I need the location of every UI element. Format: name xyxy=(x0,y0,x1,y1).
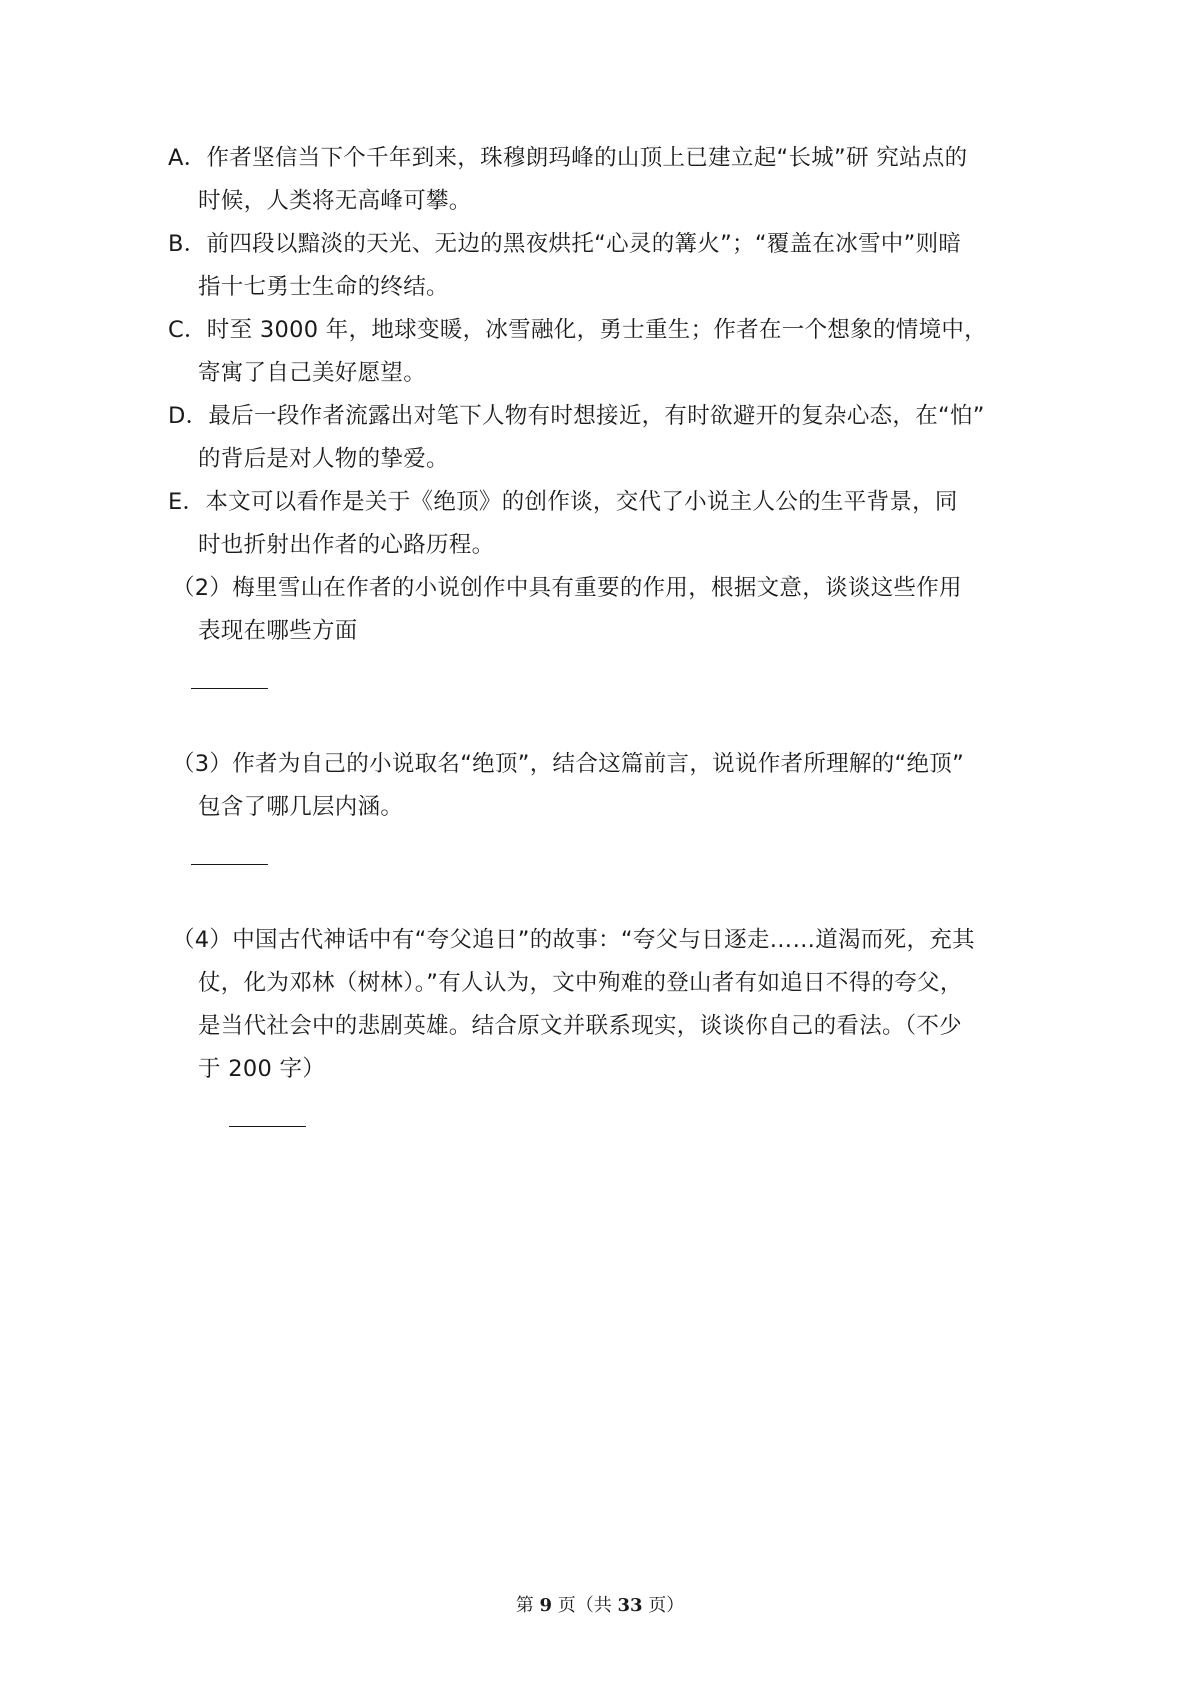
footer-middle: 页（共 xyxy=(557,1595,612,1616)
option-c-line-1: C．时至 3000 年，地球变暖，冰雪融化，勇士重生；作者在一个想象的情境中， xyxy=(168,317,987,343)
option-e-line-1: E．本文可以看作是关于《绝顶》的创作谈，交代了小说主人公的生平背景，同 xyxy=(168,489,958,515)
question-3-line-1: （3）作者为自己的小说取名“绝顶”，结合这篇前言，说说作者所理解的“绝顶” xyxy=(172,751,965,777)
option-a-line-1: A．作者坚信当下个千年到来，珠穆朗玛峰的山顶上已建立起“长城”研 究站点的 xyxy=(168,145,968,171)
footer-suffix: 页） xyxy=(648,1595,685,1616)
option-d-line-2: 的背后是对人物的挚爱。 xyxy=(198,446,449,472)
answer-blank-q3 xyxy=(191,864,268,865)
footer-prefix: 第 xyxy=(515,1595,534,1616)
question-3-line-2: 包含了哪几层内涵。 xyxy=(198,794,404,820)
footer-page-number: 9 xyxy=(539,1595,552,1616)
option-e-line-2: 时也折射出作者的心路历程。 xyxy=(198,532,495,558)
question-4-line-4: 于 200 字） xyxy=(198,1056,326,1082)
answer-blank-q2 xyxy=(191,688,268,689)
option-c-line-2: 寄寓了自己美好愿望。 xyxy=(198,360,427,386)
question-4-line-2: 仗，化为邓林（树林）。”有人认为，文中殉难的登山者有如追日不得的夸父， xyxy=(198,970,963,996)
page-number-footer xyxy=(0,1594,1200,1618)
question-4-line-1: （4）中国古代神话中有“夸父追日”的故事：“夸父与日逐走……道渴而死，充其 xyxy=(172,927,975,953)
option-a-line-2: 时候，人类将无高峰可攀。 xyxy=(198,188,472,214)
footer-total-pages: 33 xyxy=(617,1595,643,1616)
answer-blank-q4 xyxy=(229,1126,306,1127)
question-4-line-3: 是当代社会中的悲剧英雄。结合原文并联系现实，谈谈你自己的看法。（不少 xyxy=(198,1013,962,1039)
question-2-line-1: （2）梅里雪山在作者的小说创作中具有重要的作用，根据文意，谈谈这些作用 xyxy=(172,575,962,601)
option-d-line-1: D．最后一段作者流露出对笔下人物有时想接近，有时欲避开的复杂心态，在“怕” xyxy=(168,403,985,429)
option-b-line-1: B．前四段以黯淡的天光、无边的黑夜烘托“心灵的篝火”；“覆盖在冰雪中”则暗 xyxy=(168,231,962,257)
question-2-line-2: 表现在哪些方面 xyxy=(198,618,358,644)
option-b-line-2: 指十七勇士生命的终结。 xyxy=(198,274,449,300)
